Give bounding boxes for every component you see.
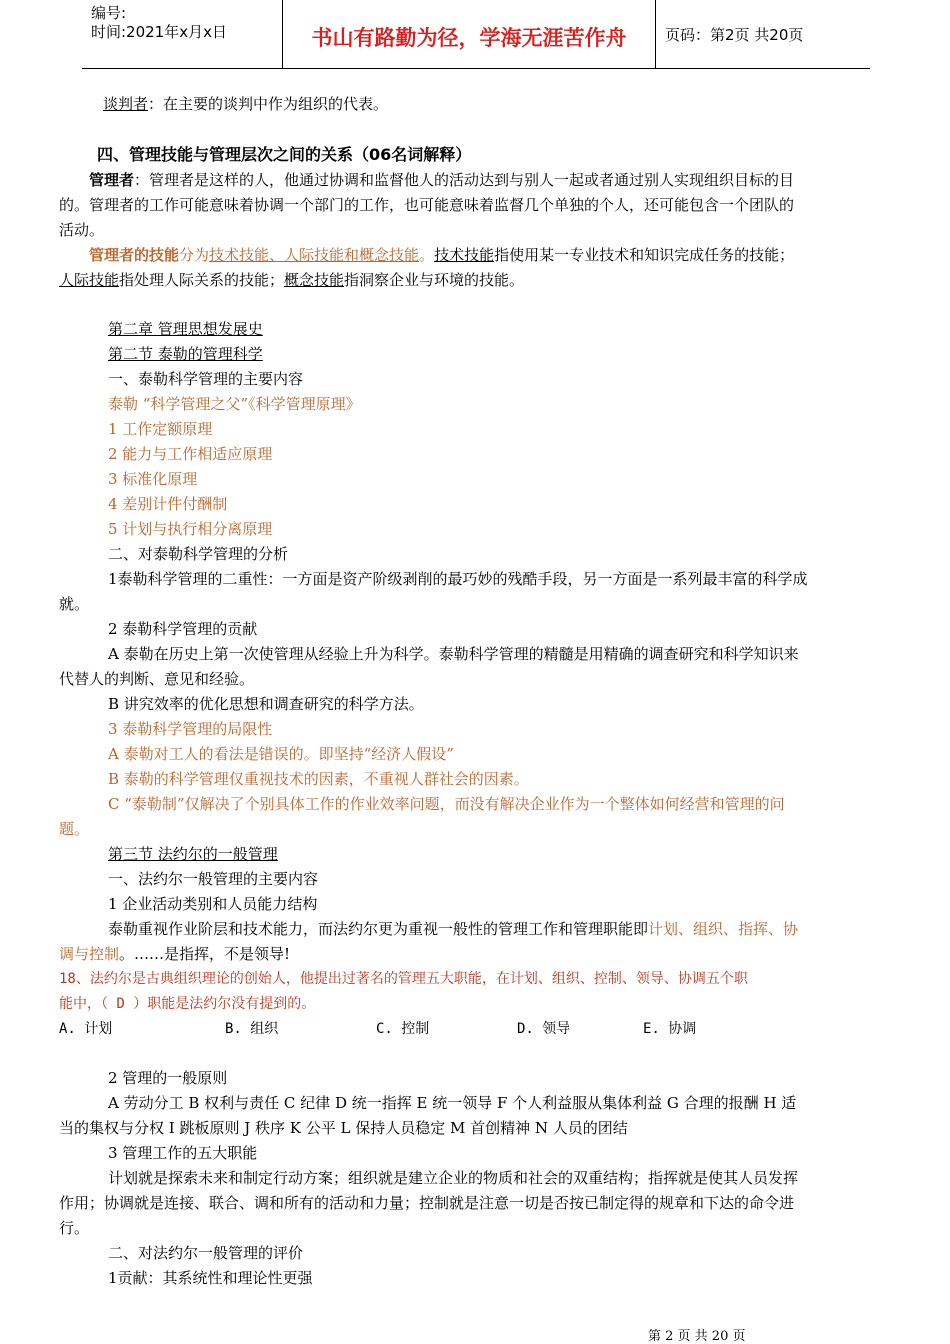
taylor-principle-4: 4 差别计件付酬制 — [108, 495, 228, 513]
taylor-principle-2: 2 能力与工作相适应原理 — [108, 445, 273, 463]
concept-term: 概念技能 — [284, 271, 345, 289]
header-left-cell — [82, 0, 282, 68]
taylor-principle-5: 5 计划与执行相分离原理 — [108, 520, 273, 538]
negotiator-term: 谈判者 — [103, 95, 149, 113]
fayol-activities: 1 企业活动类别和人员能力结构 — [108, 895, 318, 913]
section2-title: 第二节 泰勒的管理科学 — [108, 345, 263, 363]
fayol-five-functions-title: 3 管理工作的五大职能 — [108, 1144, 258, 1162]
taylor-limit-c1: C “泰勒制”仅解决了个别具体工作的作业效率问题，而没有解决企业作为一个整体如何经营和管理的问 — [108, 795, 785, 813]
header-motto-cell — [282, 0, 656, 68]
skills-line2: 人际技能指处理人际关系的技能；概念技能指洞察企业与环境的技能。 — [59, 271, 525, 289]
question18-option-a: A. 计划 — [59, 1021, 113, 1037]
fayol-functions-line1: 泰勒重视作业阶层和技术能力，而法约尔更为重视一般性的管理工作和管理职能即计划、组织、指挥、协 — [108, 920, 799, 938]
fayol-principles-line1: A 劳动分工 B 权利与责任 C 纪律 D 统一指挥 E 统一领导 F 个人利益服从集体利益 G 合理的报酬 H 适 — [108, 1094, 797, 1112]
time-label: 时间:2021年x月x日 — [91, 23, 227, 41]
page-footer: 第 2 页 共 20 页 — [648, 1329, 746, 1344]
document-header — [82, 0, 870, 69]
tech-term: 技术技能 — [434, 246, 495, 264]
fayol-five-functions-line3: 行。 — [59, 1219, 90, 1237]
negotiator-text: ：在主要的谈判中作为组织的代表。 — [148, 95, 389, 113]
skills-line1: 管理者的技能分为技术技能、人际技能和概念技能。技术技能指使用某一专业技术和知识完成任务的技能； — [89, 246, 795, 264]
skills-term: 管理者的技能 — [89, 246, 180, 264]
question18-option-b: B. 组织 — [225, 1021, 279, 1037]
taylor-limit-a: A 泰勒对工人的看法是错误的。即坚持“经济人假设” — [108, 745, 454, 763]
taylor-duality-line2: 就。 — [59, 595, 90, 613]
fayol-heading1: 一、法约尔一般管理的主要内容 — [108, 870, 319, 888]
section3-title: 第三节 法约尔的一般管理 — [108, 845, 278, 863]
fayol-functions-line2: 调与控制。……是指挥，不是领导! — [59, 945, 291, 963]
manager-line3: 活动。 — [59, 221, 105, 239]
chapter2-title: 第二章 管理思想发展史 — [108, 320, 263, 338]
skills-list: 技术技能、人际技能和概念技能 — [209, 246, 420, 264]
header-page-cell — [655, 0, 870, 68]
taylor-contribution-a2: 代替人的判断、意见和经验。 — [59, 670, 255, 688]
question18-line2: 能中，（ D ）职能是法约尔没有提到的。 — [59, 996, 316, 1012]
fayol-five-functions-line2: 作用；协调就是连接、联合、调和所有的活动和力量；控制就是注意一切是否按已制定得的规章和下达的命令进 — [59, 1194, 795, 1212]
taylor-principle-1: 1 工作定额原理 — [108, 420, 213, 438]
negotiator-line — [103, 94, 388, 114]
question18-option-c: C. 控制 — [376, 1021, 430, 1037]
number-label: 编号: — [91, 4, 127, 22]
taylor-contribution-a1: A 泰勒在历史上第一次使管理从经验上升为科学。泰勒科学管理的精髓是用精确的调查研究和科学知识来 — [108, 645, 799, 663]
manager-line2: 的。管理者的工作可能意味着协调一个部门的工作，也可能意味着监督几个单独的个人，还可能包含一个团队的 — [59, 196, 795, 214]
taylor-father: 泰勒 “科学管理之父”《科学管理原理》 — [108, 395, 361, 413]
taylor-heading1: 一、泰勒科学管理的主要内容 — [108, 370, 304, 388]
fayol-evaluation-title: 二、对法约尔一般管理的评价 — [108, 1244, 304, 1262]
taylor-limit-c2: 题。 — [59, 820, 90, 838]
question18-line1: 18、法约尔是古典组织理论的创始人，他提出过著名的管理五大职能，在计划、组织、控制、领导、协调五个职 — [59, 971, 748, 987]
page-info: 页码：第2页 共20页 — [665, 26, 804, 44]
taylor-heading2: 二、对泰勒科学管理的分析 — [108, 545, 289, 563]
manager-term: 管理者 — [89, 171, 135, 189]
taylor-principle-3: 3 标准化原理 — [108, 470, 198, 488]
question18-option-d: D. 领导 — [517, 1021, 571, 1037]
taylor-duality-line1: 1泰勒科学管理的二重性：一方面是资产阶级剥削的最巧妙的残酷手段，另一方面是一系列最丰富的科学成 — [108, 570, 808, 588]
taylor-contribution-title: 2 泰勒科学管理的贡献 — [108, 620, 258, 638]
taylor-limits-title: 3 泰勒科学管理的局限性 — [108, 720, 273, 738]
motto: 书山有路勤为径，学海无涯苦作舟 — [311, 26, 627, 50]
manager-line1: 管理者：管理者是这样的人，他通过协调和监督他人的活动达到与别人一起或者通过别人实现组织目标的目 — [89, 171, 795, 189]
fayol-contribution: 1贡献：其系统性和理论性更强 — [108, 1269, 313, 1287]
fayol-principles-title: 2 管理的一般原则 — [108, 1069, 228, 1087]
section4-title: 四、管理技能与管理层次之间的关系（06名词解释） — [97, 145, 472, 164]
fayol-principles-line2: 当的集权与分权 I 跳板原则 J 秩序 K 公平 L 保持人员稳定 M 首创精神 N 人员的团结 — [59, 1119, 628, 1137]
fayol-five-functions-line1: 计划就是探索未来和制定行动方案；组织就是建立企业的物质和社会的双重结构；指挥就是使其人员发挥 — [108, 1169, 799, 1187]
inter-term: 人际技能 — [59, 271, 120, 289]
question18-option-e: E. 协调 — [643, 1021, 697, 1037]
taylor-contribution-b: B 讲究效率的优化思想和调查研究的科学方法。 — [108, 695, 424, 713]
taylor-limit-b: B 泰勒的科学管理仅重视技术的因素，不重视人群社会的因素。 — [108, 770, 529, 788]
